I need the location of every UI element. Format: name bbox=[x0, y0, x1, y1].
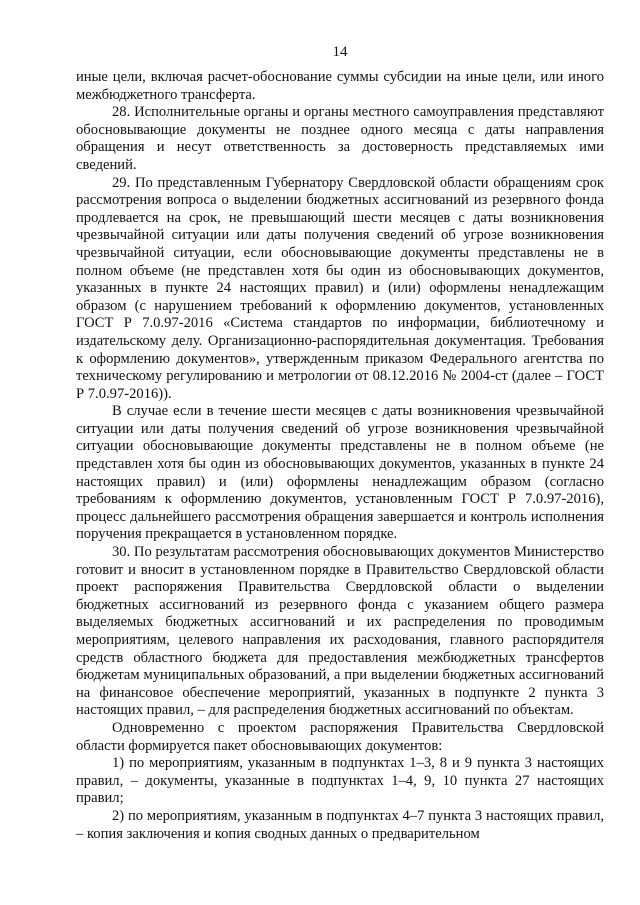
paragraph-continuation: иные цели, включая расчет-обоснование суммы субсидии на иные цели, или иного межбюджетного трансферта. bbox=[76, 69, 604, 103]
list-item-1: 1) по мероприятиям, указанным в подпунктах 1–3, 8 и 9 пункта 3 настоящих правил, – документы, указанные в подпунктах 1–4, 9, 10 пункта 27 настоящих правил; bbox=[76, 755, 604, 807]
paragraph-29-continuation: В случае если в течение шести месяцев с даты возникновения чрезвычайной ситуации или даты получения сведений об угрозе возникновения чрезвычайной ситуации обосновывающие документы представлены не в полном объеме (не представлен хотя бы один из обосновывающих документов, указанных в пункте 24 настоящих правил) и (или) оформлены ненадлежащим образом (согласно требованиям к оформлению документов, установленным ГОСТ Р 7.0.97-2016), процесс дальнейшего рассмотрения обращения завершается и контроль исполнения поручения прекращается в установленном порядке. bbox=[76, 403, 604, 543]
paragraph-30-documents-intro: Одновременно с проектом распоряжения Правительства Свердловской области формируется пакет обосновывающих документов: bbox=[76, 719, 604, 754]
paragraph-29: 29. По представленным Губернатору Свердловской области обращениям срок рассмотрения вопроса о выделении бюджетных ассигнований из резервного фонда продлевается на срок, не превышающий шести месяцев с даты возникновения чрезвычайной ситуации или даты получения сведений об угрозе возникновения чрезвычайной ситуации, если обосновывающие документы представлены не в полном объеме (не представлен хотя бы один из обосновывающих документов, указанных в пункте 24 настоящих правил) и (или) оформлены ненадлежащим образом (с нарушением требований к оформлению документов, установленных ГОСТ Р 7.0.97-2016 «Система стандартов по информации, библиотечному и издательскому делу. Организационно-распорядительная документация. Требования к оформлению документов», утвержденным приказом Федерального агентства по техническому регулированию и метрологии от 08.12.2016 № 2004-ст (далее – ГОСТ Р 7.0.97-2016)). bbox=[76, 174, 604, 402]
paragraph-28: 28. Исполнительные органы и органы местного самоуправления представляют обосновывающие документы не позднее одного месяца с даты направления обращения и несут ответственность за достоверность представляемых ими сведений. bbox=[76, 104, 604, 173]
list-item-2: 2) по мероприятиям, указанным в подпунктах 4–7 пункта 3 настоящих правил, – копия заключения и копия сводных данных о предварительном bbox=[76, 807, 604, 842]
page-number: 14 bbox=[332, 44, 348, 60]
document-body bbox=[76, 69, 604, 843]
paragraph-30: 30. По результатам рассмотрения обосновывающих документов Министерство готовит и вносит в установленном порядке в Правительство Свердловской области проект распоряжения Правительства Свердловской области о выделении бюджетных ассигнований из резервного фонда с указанием общего размера выделяемых бюджетных ассигнований и их распределения по проводимым мероприятиям, целевого направления их расходования, главного распорядителя средств областного бюджета для предоставления межбюджетных трансфертов бюджетам муниципальных образований, а при выделении бюджетных ассигнований на финансовое обеспечение мероприятий, указанных в подпункте 2 пункта 3 настоящих правил, – для распределения бюджетных ассигнований по объектам. bbox=[76, 544, 604, 719]
